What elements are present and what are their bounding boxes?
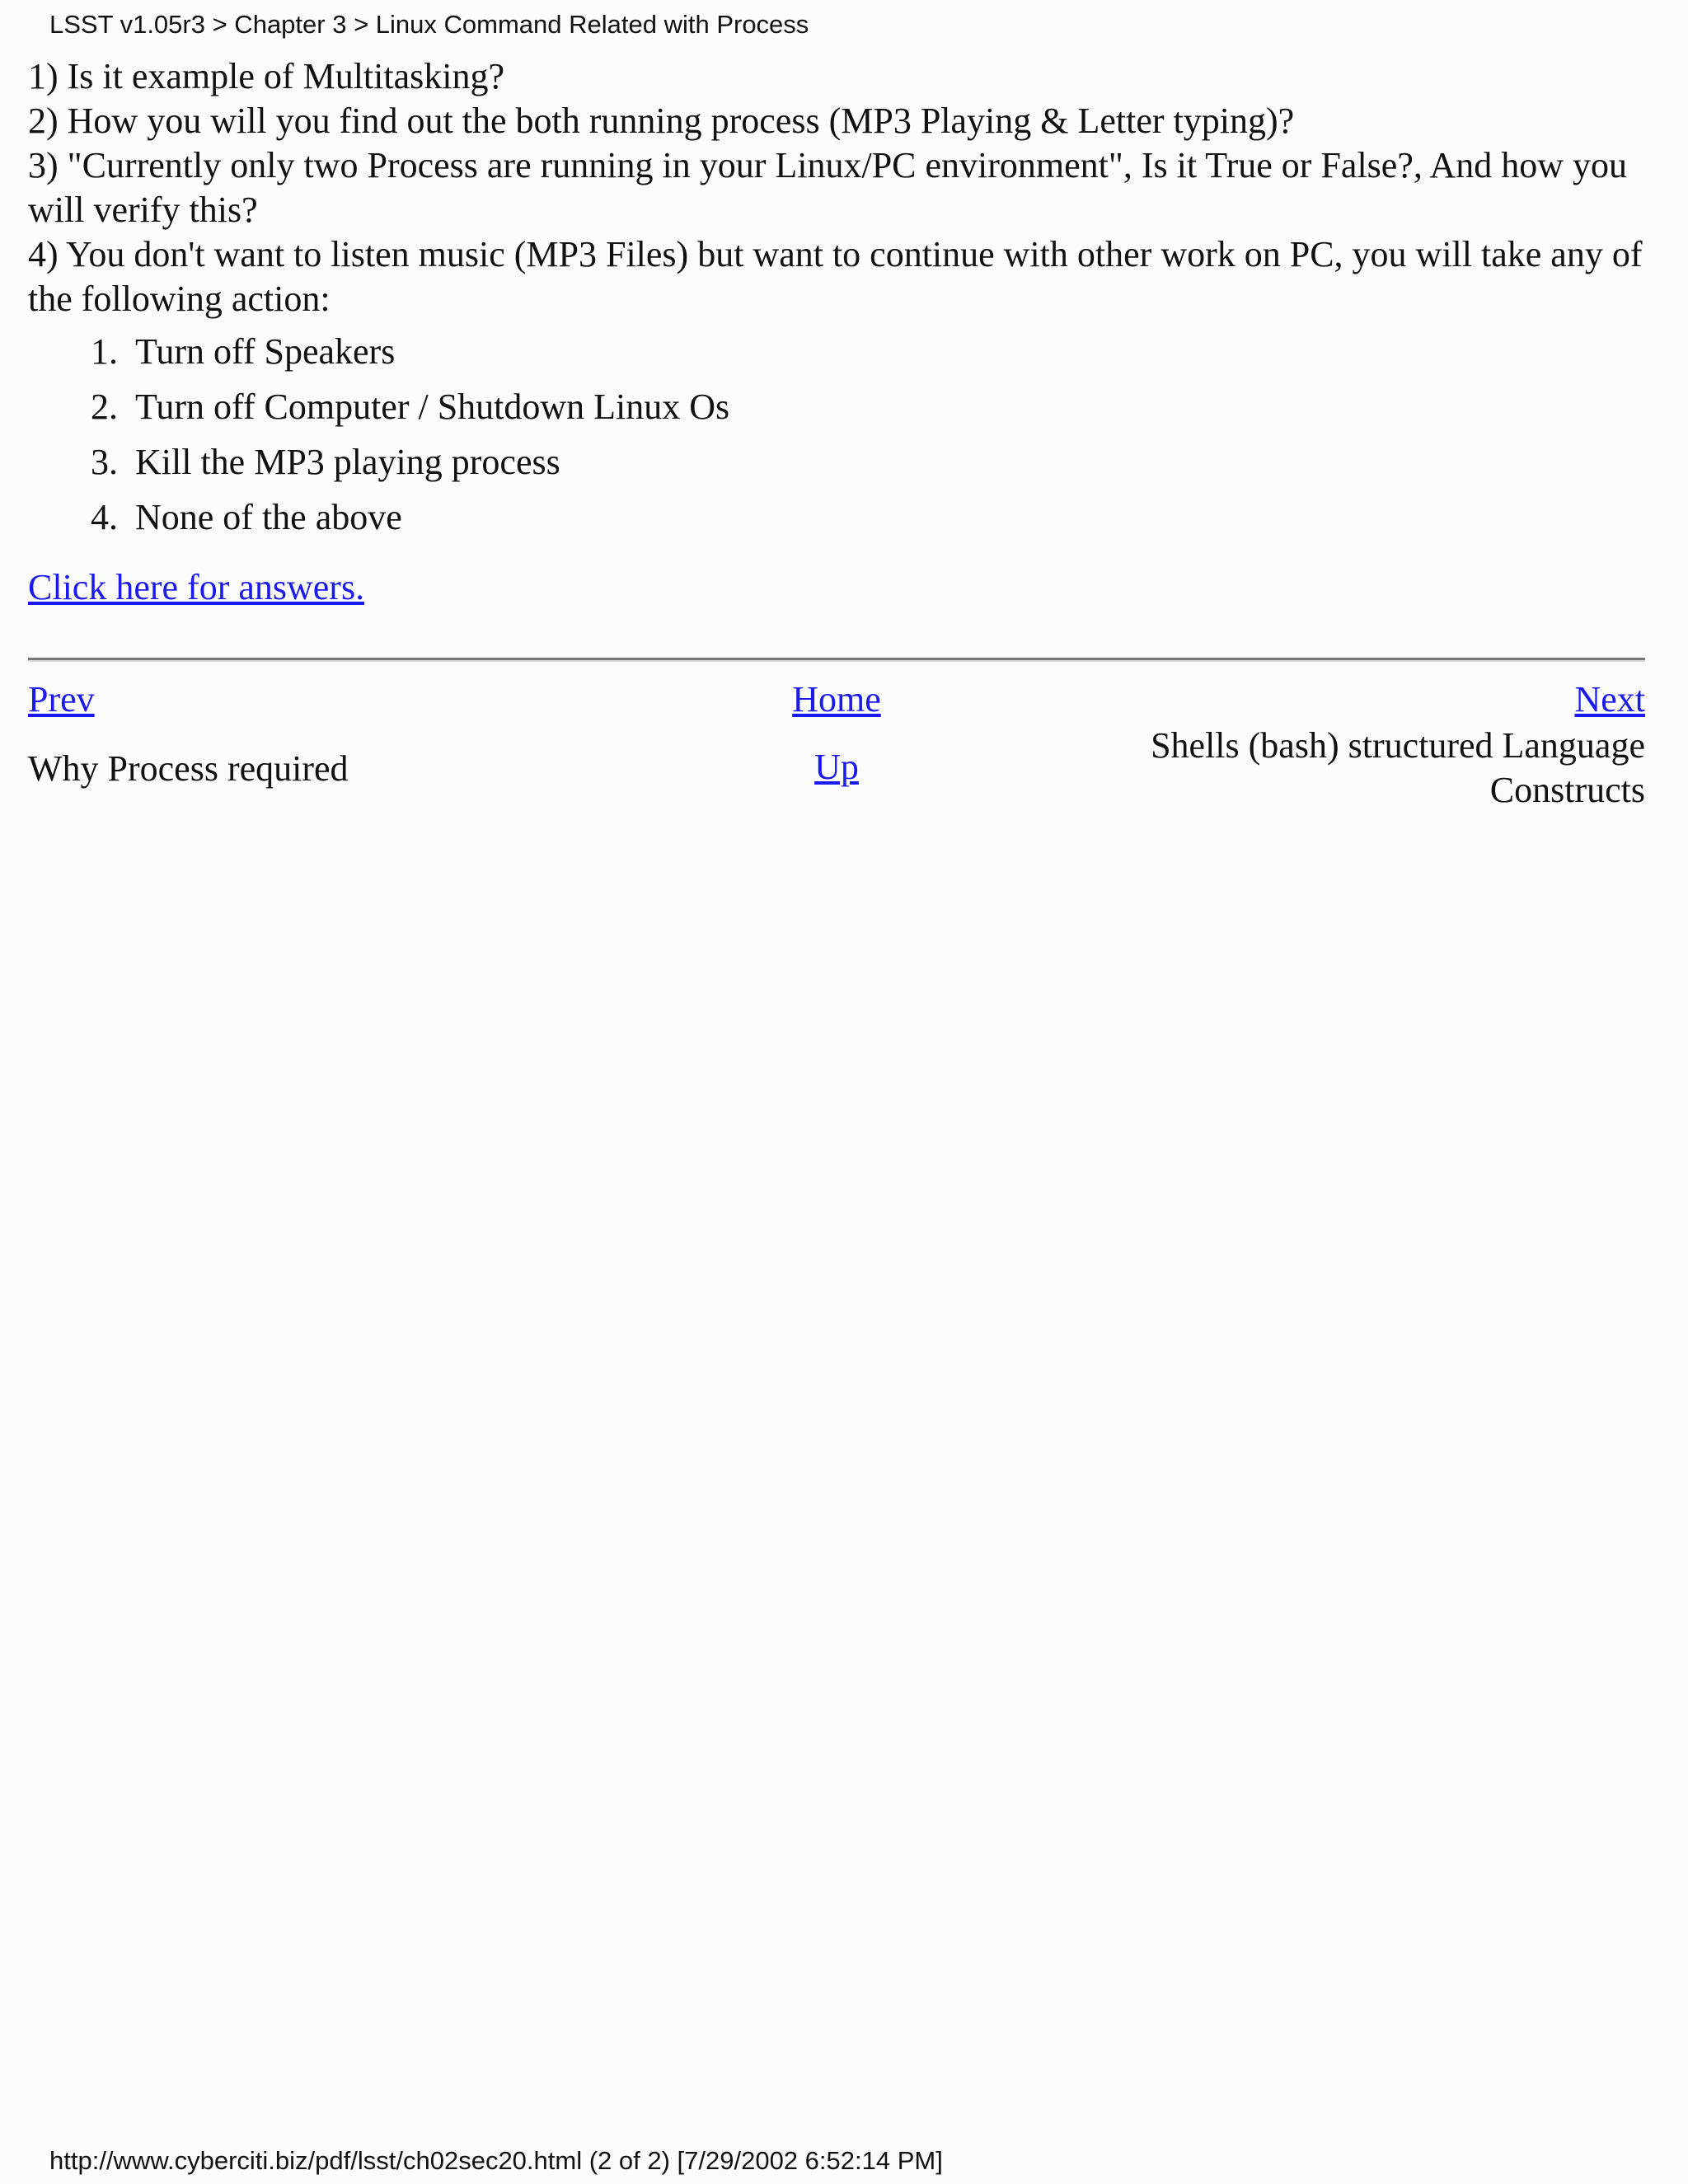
questions-section xyxy=(28,54,1645,610)
option-item: 3. Kill the MP3 playing process xyxy=(127,440,1645,485)
answer-options-list xyxy=(28,330,1645,540)
option-item: 1. Turn off Speakers xyxy=(127,330,1645,374)
nav-links-row xyxy=(28,677,1645,722)
home-link-cell xyxy=(28,677,1645,722)
print-footer-url: http://www.cyberciti.biz/pdf/lsst/ch02sec20.html (2 of 2) [7/29/2002 6:52:14 PM] xyxy=(49,2146,943,2175)
home-link[interactable]: Home xyxy=(792,679,881,719)
question-2: 2) How you will you find out the both running process (MP3 Playing & Letter typing)? xyxy=(28,101,1295,141)
next-link[interactable]: Next xyxy=(1574,679,1645,719)
answers-link[interactable]: Click here for answers. xyxy=(28,567,365,607)
question-3: 3) "Currently only two Process are running in your Linux/PC environment", Is it True or False?, And how you will verify this? xyxy=(28,145,1627,230)
up-link[interactable]: Up xyxy=(814,747,859,787)
prev-link[interactable]: Prev xyxy=(28,679,95,719)
question-1: 1) Is it example of Multitasking? xyxy=(28,56,504,96)
option-item: 2. Turn off Computer / Shutdown Linux Os xyxy=(127,385,1645,429)
print-header-breadcrumb: LSST v1.05r3 > Chapter 3 > Linux Command Related with Process xyxy=(49,10,809,39)
next-page-title: Shells (bash) structured Language Constructs xyxy=(1151,725,1645,810)
option-item: 4. None of the above xyxy=(127,495,1645,540)
horizontal-divider xyxy=(28,658,1645,662)
prev-page-title: Why Process required xyxy=(28,748,349,789)
navigation-footer xyxy=(28,677,1645,810)
question-4: 4) You don't want to listen music (MP3 Files) but want to continue with other work on PC, you will take any of the following action: xyxy=(28,234,1643,319)
